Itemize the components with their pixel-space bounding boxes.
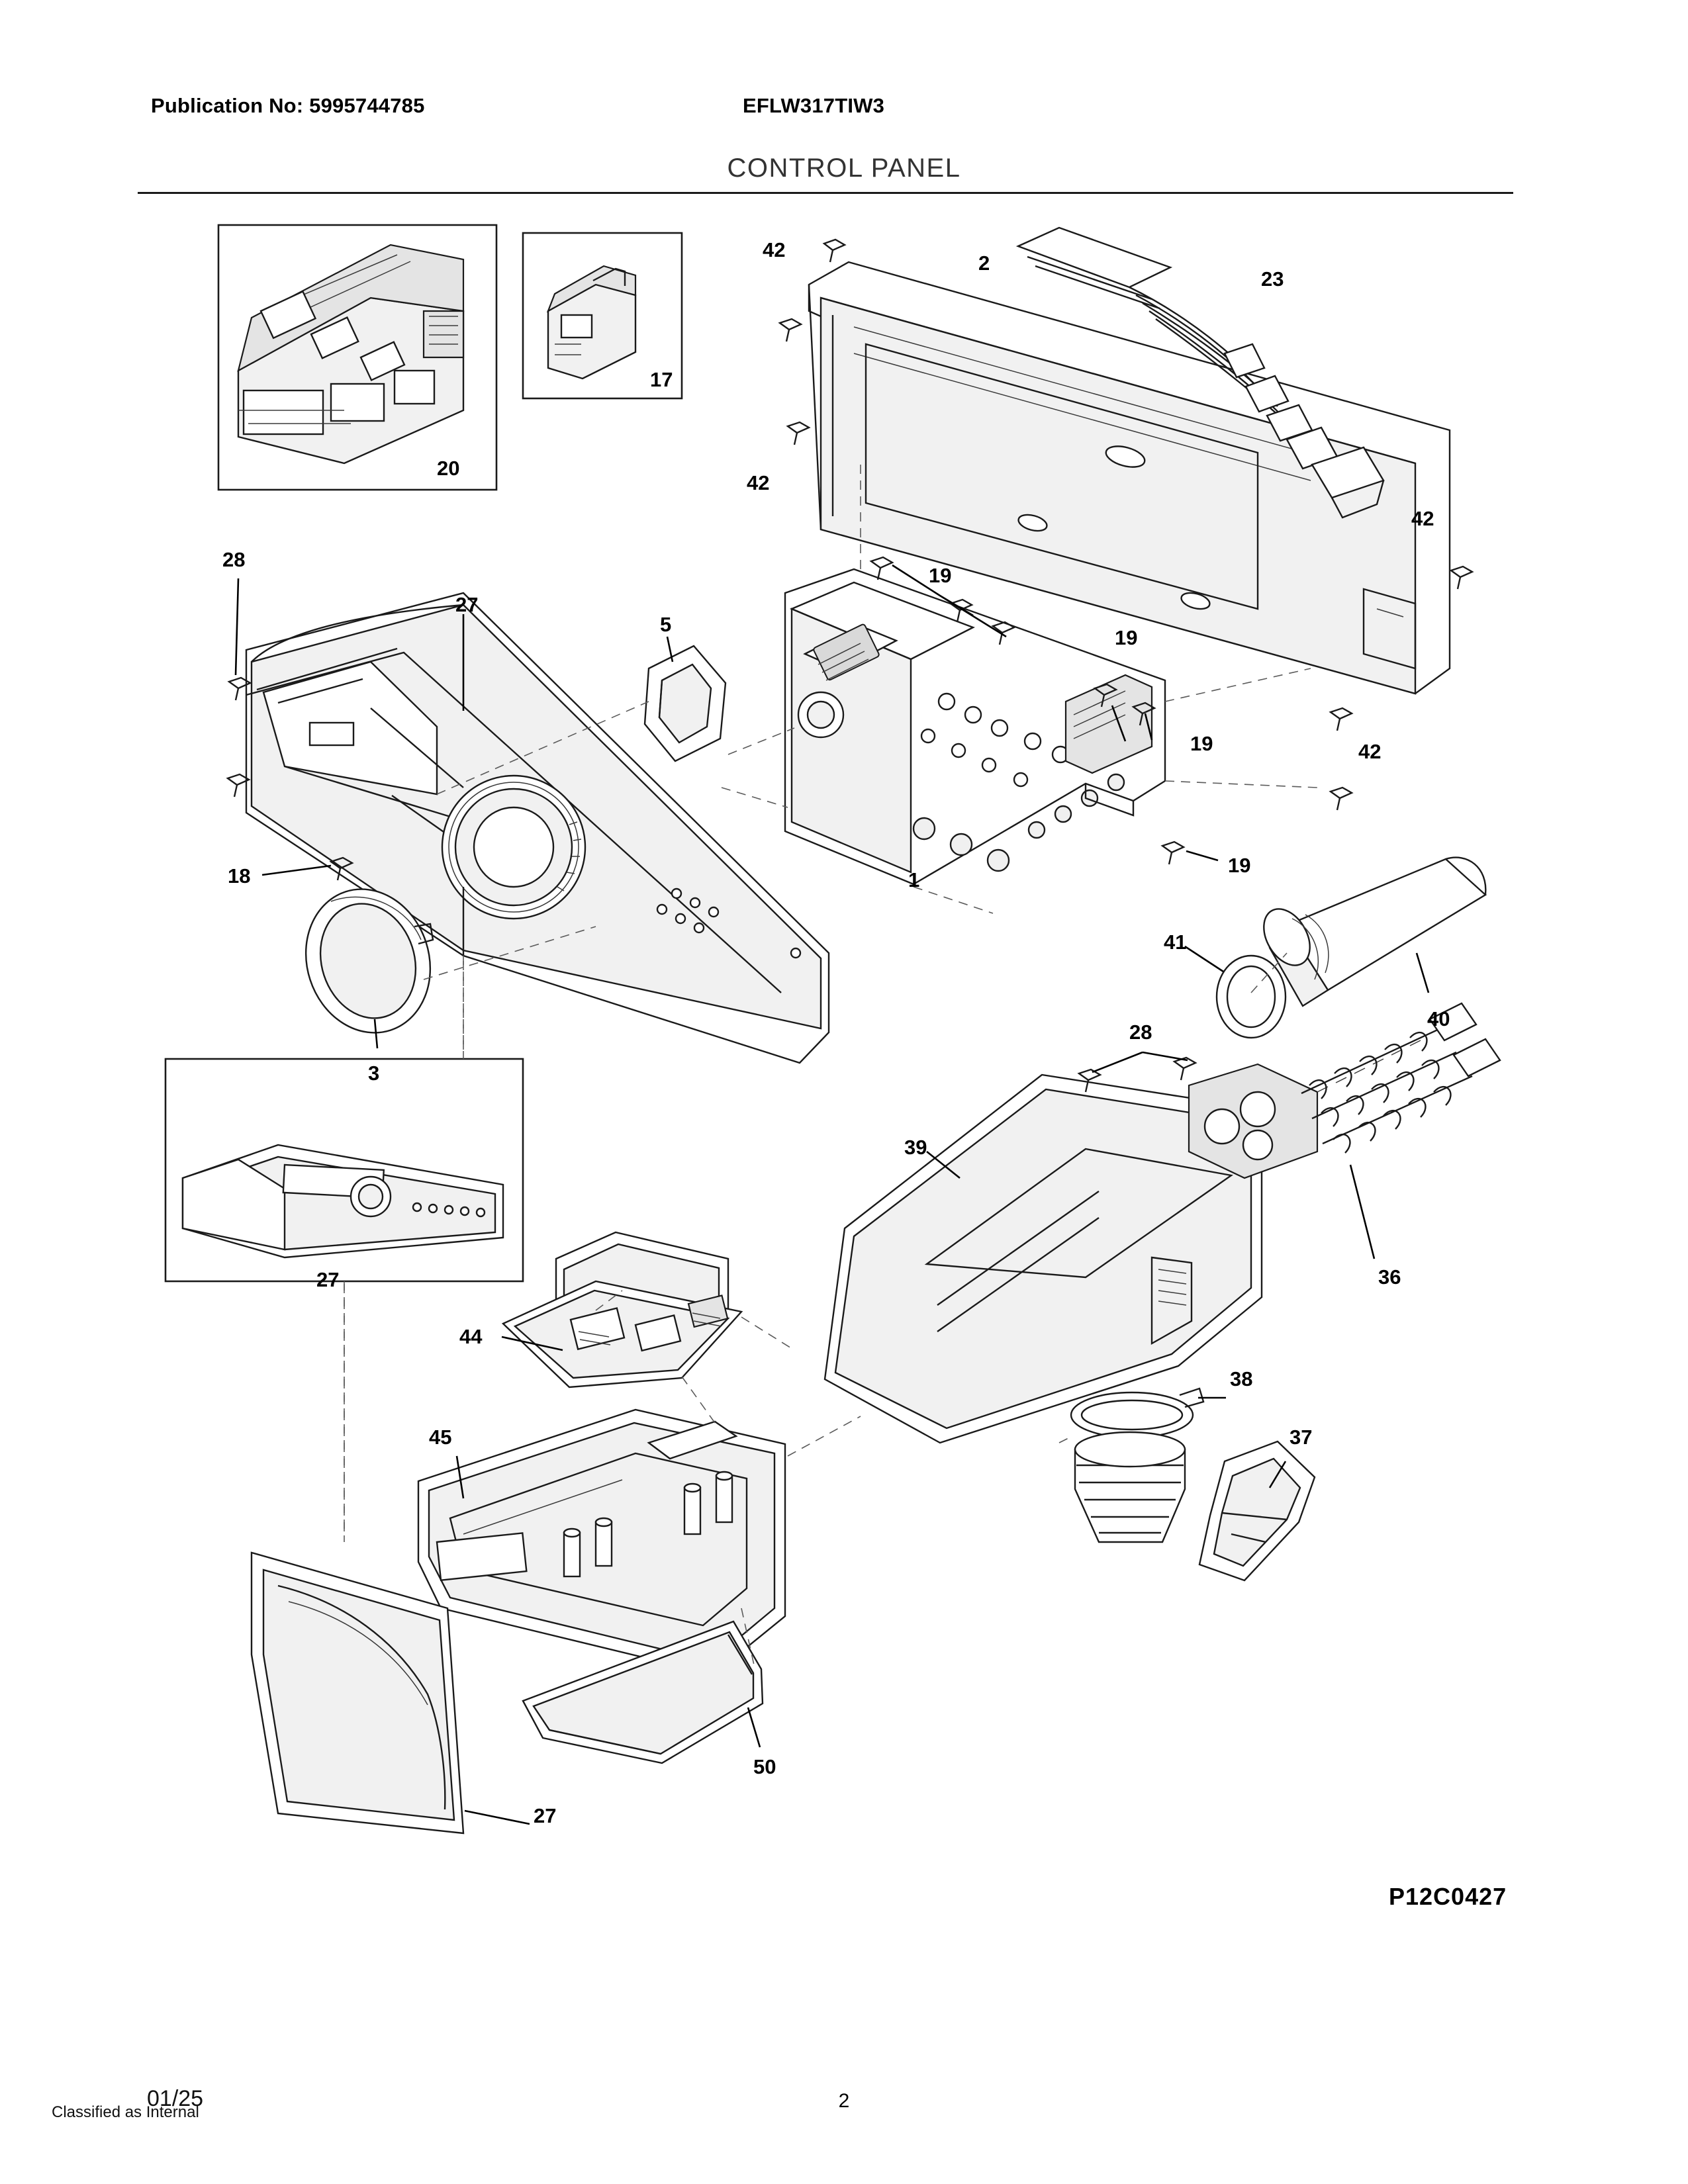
callout-23: 23: [1261, 267, 1284, 291]
classification-notice: Classified as Internal: [52, 2103, 199, 2121]
drawing-code: P12C0427: [1389, 1883, 1507, 1910]
footer-date: 01/25: [147, 2086, 204, 2111]
callout-5: 5: [660, 613, 672, 636]
callout-42b: 42: [747, 471, 770, 494]
callout-3: 3: [368, 1062, 380, 1085]
publication-number: Publication No: 5995744785: [151, 94, 425, 117]
callout-50: 50: [753, 1755, 776, 1778]
page-title: CONTROL PANEL: [727, 154, 961, 183]
callout-1: 1: [908, 868, 920, 891]
callout-27a: 27: [455, 593, 479, 616]
callout-42a: 42: [763, 238, 786, 261]
footer-page-number: 2: [838, 2090, 850, 2112]
callout-2: 2: [978, 251, 990, 275]
callout-19c: 19: [1190, 732, 1213, 755]
callout-28a: 28: [222, 548, 246, 571]
callout-42c: 42: [1411, 507, 1434, 530]
callout-28b: 28: [1129, 1021, 1152, 1044]
callout-38: 38: [1230, 1367, 1253, 1390]
callout-17: 17: [650, 368, 673, 391]
callout-27c: 27: [534, 1804, 557, 1827]
callout-45: 45: [429, 1426, 452, 1449]
callout-27b: 27: [316, 1268, 340, 1291]
model-number: EFLW317TIW3: [743, 94, 885, 117]
callout-37: 37: [1289, 1426, 1313, 1449]
callout-40: 40: [1427, 1007, 1450, 1030]
callout-19d: 19: [1228, 854, 1251, 877]
callout-19a: 19: [929, 564, 952, 587]
callout-42d: 42: [1358, 740, 1382, 763]
callout-36: 36: [1378, 1265, 1401, 1289]
callout-44: 44: [459, 1325, 483, 1348]
callout-41: 41: [1164, 931, 1187, 954]
callout-20: 20: [437, 457, 460, 480]
callout-18: 18: [228, 864, 251, 887]
callout-19b: 19: [1115, 626, 1138, 649]
callout-39: 39: [904, 1136, 927, 1159]
